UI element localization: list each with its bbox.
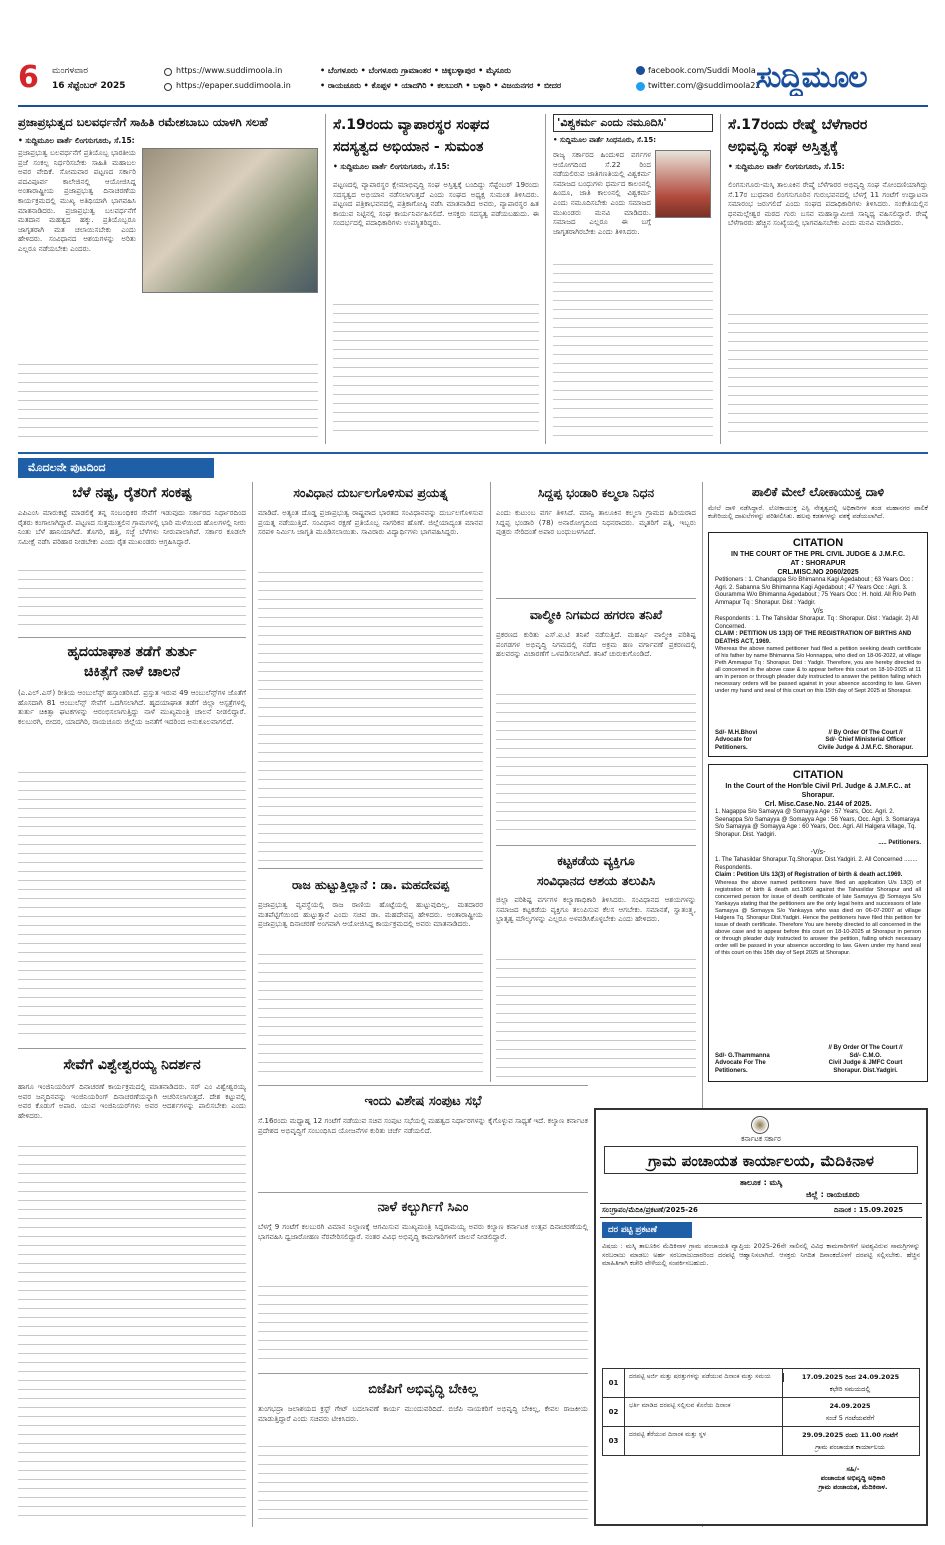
article-body: ಪ್ರಜಾಪ್ರಭುತ್ವ ವ್ಯವಸ್ಥೆಯಲ್ಲಿ ರಾಜ ರಾಣಿಯ ಹೊಟ್ಟೆಯಲ್ಲಿ ಹುಟ್ಟುವುದಿಲ್ಲ, ಮತದಾರರ ಮತಪೆಟ್ಟಿಗೆಯಿಂದ ಹುಟ್ಟುತ್ತಾನೆ ಎಂದು ಸಚಿವ ಡಾ. ಮಹದೇವಪ್ಪ ಹೇಳಿದರು. ಅಂತಾರಾಷ್ಟ್ರೀಯ ಪ್ರಜಾಪ್ರಭುತ್ವ ದಿನಾಚರಣೆ ಅಂಗವಾಗಿ ಆಯೋಜಿಸಿದ್ದ ಕಾರ್ಯಕ್ರಮದಲ್ಲಿ ಅವರು ಮಾತನಾಡಿದರು. bbox=[258, 900, 483, 929]
article-bjp bbox=[258, 1380, 588, 1525]
divider bbox=[18, 1048, 246, 1049]
globe-icon bbox=[164, 83, 172, 91]
twitter-icon bbox=[636, 82, 645, 91]
website-link[interactable]: https://www.suddimoola.in bbox=[176, 66, 283, 75]
headline: ಬೆಳೆ ನಷ್ಟ, ರೈತರಿಗೆ ಸಂಕಷ್ಟ bbox=[72, 485, 192, 501]
table-row bbox=[603, 1398, 919, 1427]
article-constitution bbox=[258, 482, 483, 867]
table-cell-no: 03 bbox=[603, 1427, 625, 1456]
article-body: ಎಪಿಎಂಸಿ ಮಾರುಕಟ್ಟೆ ಮಾಡಲಿಕ್ಕೆ ತನ್ನ ಸಂಬಂಧಿಕರ ಸೇವೆಗೆ ಇಡುವುದು ಸರ್ಕಾರದ ನಿರ್ಧಾರದಿಂದ ರೈತರು ಕಂಗಾಲಾಗಿದ್ದಾರೆ. ಪಟ್ಟಣದ ಸುತ್ತಮುತ್ತಲಿನ ಗ್ರಾಮಗಳಲ್ಲಿ ಭಾರಿ ಮಳೆಯಿಂದ ಹೊಲಗಳಲ್ಲಿ ನೀರು ನಿಂತು ಬೆಳೆ ಹಾನಿಯಾಗಿದೆ. ತೊಗರಿ, ಹತ್ತಿ, ಸಜ್ಜೆ ಬೆಳೆಗಳು ನೀರುಪಾಲಾಗಿವೆ. ಸರ್ಕಾರ ಕೂಡಲೇ ಸಮೀಕ್ಷೆ ನಡೆಸಿ ಪರಿಹಾರ ನೀಡಬೇಕು ಎಂದು ರೈತ ಮುಖಂಡರು ಆಗ್ರಹಿಸಿದ್ದಾರೆ. bbox=[18, 508, 246, 546]
article-king-born bbox=[258, 874, 483, 1079]
text-fill bbox=[258, 954, 483, 1074]
headline: 'ವಿಶ್ವಕರ್ಮ ಎಂದು ನಮೂದಿಸಿ' bbox=[553, 114, 713, 132]
article-body: ಲಿಂಗಸುಗೂರು-ಮಸ್ಕಿ ತಾಲೂಕಿನ ರೇಷ್ಮೆ ಬೆಳೆಗಾರರ ಅಭಿವೃದ್ಧಿ ಸಂಘ ನೋಂದಣಿಯಾಗಿದ್ದು ಸೆ.17ರ ಬುಧವಾರ ಲಿಂಗಸುಗೂರಿನ ಗುರುಭವನದಲ್ಲಿ ಬೆಳಗ್ಗೆ 11 ಗಂಟೆಗೆ ಉದ್ಘಾಟನಾ ಸಮಾರಂಭ ಜರುಗಲಿದೆ ಎಂದು ಸಂಘದ ಪದಾಧಿಕಾರಿಗಳು ತಿಳಿಸಿದರು. ಸಂಕೇತಿಯಲ್ಲಿನ ಧನಮಲ್ಲೇಶ್ವರ ಮಠದ ಗುರು ಬಸವ ಮಹಾಸ್ವಾಮೀಜಿ ಸಾನ್ನಿಧ್ಯ ವಹಿಸಲಿದ್ದಾರೆ. ರೇಷ್ಮೆ ಬೆಳೆಗಾರರು ಹೆಚ್ಚಿನ ಸಂಖ್ಯೆಯಲ್ಲಿ ಭಾಗವಹಿಸಬೇಕು ಎಂದು ಮನವಿ ಮಾಡಿದರು. bbox=[728, 180, 928, 228]
citation-sign-right: // By Order Of The Court // Sd/- C.M.O. Civil Judge & JMFC Court Shorapur. Dist.Yadgiri. bbox=[828, 1045, 903, 1074]
citation-sign-left: Sd/- G.Thammanna Advocate For The Petitioners. bbox=[715, 1052, 770, 1074]
divider bbox=[18, 637, 246, 638]
notice-signature: ಸಹಿ/- ಪಂಚಾಯತ ಅಭಿವೃದ್ಧಿ ಅಧಿಕಾರಿ ಗ್ರಾಮ ಪಂಚಾಯತ, ಮೆದಿಕಿನಾಳ. bbox=[818, 1465, 888, 1491]
divider bbox=[496, 845, 696, 846]
table-cell-item: ಭರ್ತಿ ಮಾಡಿದ ದರಪಟ್ಟಿ ಸಲ್ಲಿಸುವ ಕೊನೆಯ ದಿನಾಂಕ bbox=[629, 1402, 731, 1409]
article-body: (ಎ.ಎಲ್.ಎಸ್) ರೀತಿಯ ಆಂಬುಲೆನ್ಸ್ ಹಸ್ತಾಂತರಿಸಿದೆ. ಪ್ರಸ್ತುತ ಇರುವ 49 ಆಂಬುಲೆನ್ಸ್‌ಗಳ ಜೊತೆಗೆ ಹೊಸದಾಗಿ 81 ಆಂಬುಲೆನ್ಸ್ ಸೇವೆಗೆ ಒದಗಿಸಲಾಗಿದೆ. ಹೃದಯಾಘಾತ ತಡೆಗೆ ಜಿಲ್ಲಾ ಆಸ್ಪತ್ರೆಗಳಲ್ಲಿ ತುರ್ತು ಚಿಕಿತ್ಸಾ ಘಟಕಗಳನ್ನು ಆರಂಭಿಸಲಾಗುತ್ತಿದ್ದು ನಾಳೆ ಮುಖ್ಯಮಂತ್ರಿ ಚಾಲನೆ ನೀಡಲಿದ್ದಾರೆ. ಕಲಬುರಗಿ, ಬೀದರ, ಯಾದಗಿರಿ, ರಾಯಚೂರು ಜಿಲ್ಲೆಯ ಜನತೆಗೆ ಇದರಿಂದ ಅನುಕೂಲವಾಗಲಿದೆ. bbox=[18, 688, 246, 726]
headline: ಬಿಜೆಪಿಗೆ ಅಭಿವೃದ್ಧಿ ಬೇಕಿಲ್ಲ bbox=[368, 1382, 478, 1397]
headline: ಸಿದ್ದಪ್ಪ ಭಂಡಾರಿ ಕಲ್ಮಲಾ ನಿಧನ bbox=[537, 486, 654, 500]
headline: ಇಂದು ವಿಶೇಷ ಸಂಪುಟ ಸಭೆ bbox=[364, 1094, 482, 1109]
citation-case: Crl. Misc.Case.No. 2144 of 2025. bbox=[764, 801, 872, 808]
taluk: ತಾಲೂಕ : ಮಸ್ಕಿ bbox=[739, 1178, 783, 1187]
citation-sign-left: Sd/- M.H.Bhovi Advocate for Petitioners. bbox=[715, 729, 758, 751]
emblem-icon bbox=[751, 1116, 769, 1134]
article-cm-kalaburagi bbox=[258, 1198, 588, 1368]
citation-claim: Claim : Petition U/s 13(3) of Registration of birth & death act.1969. bbox=[715, 872, 903, 878]
article-lokayukta bbox=[708, 482, 928, 528]
text-fill bbox=[496, 694, 696, 834]
notice-date: ದಿನಾಂಕ : 15.09.2025 bbox=[834, 1206, 904, 1214]
headline: ಸೆ.19ರಂದು ವ್ಯಾಪಾರಸ್ಥರ ಸಂಘದ bbox=[333, 117, 490, 133]
date: 16 ಸೆಪ್ಟೆಂಬರ್ 2025 bbox=[52, 81, 126, 91]
notice-body: ವಿಷಯ : ಮಸ್ಕಿ ತಾಲೂಕಿನ ಮೆದಿಕಿನಾಳ ಗ್ರಾಮ ಪಂಚಾಯತಿ ವ್ಯಾಪ್ತಿಯ 2025-26ನೇ ಸಾಲಿನಲ್ಲಿ ವಿವಿಧ ಕಾಮಗಾರಿಗಳಿಗೆ ಅವಶ್ಯವಿರುವ ಸಾಮಗ್ರಿಗಳನ್ನು ಸರಬರಾಜು ಮಾಡಲು ಅರ್ಹ ಸರಬರಾಜುದಾರರಿಂದ ದರಪಟ್ಟಿ ಆಹ್ವಾನಿಸಲಾಗಿದೆ. ಆಸಕ್ತರು ನಿಗದಿತ ದಿನಾಂಕದೊಳಗೆ ದರಪಟ್ಟಿ ಸಲ್ಲಿಸಬೇಕು. ಹೆಚ್ಚಿನ ಮಾಹಿತಿಗಾಗಿ ಕಚೇರಿ ವೇಳೆಯಲ್ಲಿ ಸಂಪರ್ಕಿಸಬಹುದು. bbox=[602, 1242, 920, 1267]
masthead-rule bbox=[18, 105, 928, 107]
cities-row-1: • ಬೆಂಗಳೂರು • ಬೆಂಗಳೂರು ಗ್ರಾಮಾಂತರ • ಚಿಕ್ಕಬಳ್ಳಾಪುರ • ಮೈಸೂರು bbox=[320, 66, 511, 75]
article-body: ಪ್ರಕರಣದ ಕುರಿತು ಎಸ್.ಐ.ಟಿ ತನಿಖೆ ನಡೆಸುತ್ತಿದೆ. ಮಹರ್ಷಿ ವಾಲ್ಮೀಕಿ ಪರಿಶಿಷ್ಟ ಪಂಗಡಗಳ ಅಭಿವೃದ್ಧಿ ನಿಗಮದಲ್ಲಿ ನಡೆದ ಅಕ್ರಮ ಹಣ ವರ್ಗಾವಣೆ ಪ್ರಕರಣದಲ್ಲಿ ಹಲವರನ್ನು ವಿಚಾರಣೆಗೆ ಒಳಪಡಿಸಲಾಗಿದೆ. ತನಿಖೆ ಚುರುಕುಗೊಂಡಿದೆ. bbox=[496, 630, 696, 659]
article-heart-care bbox=[18, 642, 246, 1042]
top-article-4 bbox=[728, 114, 928, 444]
citation-respondents: 1. The Tahasildar Shorapur.Tq.Shorapur. Dist.Yadgiri. 2. All Concerned ........ Respondents. bbox=[715, 857, 918, 871]
citation-case: CRL.MISC.NO 2060/2025 bbox=[777, 569, 859, 576]
notice-banner: ದರ ಪಟ್ಟಿ ಪ್ರಕಟಣೆ bbox=[602, 1222, 692, 1238]
column-rule bbox=[720, 114, 721, 444]
article-crop-loss bbox=[18, 482, 246, 632]
text-fill bbox=[18, 570, 246, 632]
text-fill bbox=[496, 959, 696, 1077]
text-fill bbox=[258, 1446, 588, 1524]
headline: ಸಂವಿಧಾನ ದುರ್ಬಲಗೊಳಿಸುವ ಪ್ರಯತ್ನ bbox=[293, 485, 448, 500]
citation-vs: -V/s- bbox=[810, 849, 826, 856]
divider bbox=[258, 1192, 588, 1193]
table-cell-item: ದರಪಟ್ಟಿ ತೆರೆಯುವ ದಿನಾಂಕ ಮತ್ತು ಸ್ಥಳ bbox=[629, 1431, 707, 1438]
citation-claim: CLAIM : PETITION US 13(3) OF THE REGISTRATION OF BIRTHS AND DEATHS ACT, 1969. bbox=[715, 631, 912, 645]
headline: ರಾಜ ಹುಟ್ಟುತ್ತಿಲ್ಲಾನೆ : ಡಾ. ಮಹದೇವಪ್ಪ bbox=[292, 878, 449, 892]
divider bbox=[258, 868, 483, 869]
article-body: ತುಂಗಭದ್ರಾ ಜಲಾಶಯದ ಕ್ರಸ್ಟ್ ಗೇಟ್ ಬದಲಾವಣೆ ಕಾರ್ಯ ಮುಂದುವರಿದಿದೆ. ಬಿಜೆಪಿ ನಾಯಕರಿಗೆ ಅಭಿವೃದ್ಧಿ ಬೇಕಿಲ್ಲ, ಕೇವಲ ರಾಜಕೀಯ ಮಾಡುತ್ತಿದ್ದಾರೆ ಎಂದು ಸಚಿವರು ಟೀಕಿಸಿದರು. bbox=[258, 1404, 588, 1423]
cities-row-2: • ರಾಯಚೂರು • ಕೊಪ್ಪಳ • ಯಾದಗಿರಿ • ಕಲಬುರಗಿ • ಬಳ್ಳಾರಿ • ವಿಜಯನಗರ • ಬೀದರ bbox=[320, 81, 562, 90]
table-row bbox=[603, 1427, 919, 1456]
district: ಜಿಲ್ಲೆ : ರಾಯಚೂರು bbox=[806, 1190, 860, 1199]
text-fill bbox=[18, 1146, 246, 1521]
page-number: 6 bbox=[18, 62, 39, 94]
facebook-link[interactable]: facebook.com/Suddi Moola bbox=[648, 66, 756, 75]
text-fill bbox=[333, 304, 539, 439]
citation-court: IN THE COURT OF THE PRL CIVIL JUDGE & J.M.F.C. bbox=[731, 551, 905, 558]
column-rule bbox=[325, 114, 326, 444]
article-body: ಹಾಗೂ ಇಂಜಿನಿಯರಿಂಗ್ ದಿನಾಚರಣೆ ಕಾರ್ಯಕ್ರಮದಲ್ಲಿ ಮಾತನಾಡಿದರು. ಸರ್ ಎಂ ವಿಶ್ವೇಶ್ವರಯ್ಯ ಅವರ ಜನ್ಮದಿನವನ್ನು ಇಂಜಿನಿಯರಿಂಗ್ ದಿನಾಚರಣೆಯನ್ನಾಗಿ ಆಚರಿಸಲಾಗುತ್ತದೆ. ದೇಶ ಕಟ್ಟುವಲ್ಲಿ ಅವರ ಕೊಡುಗೆ ಅಪಾರ. ಯುವ ಇಂಜಿನಿಯರ್‌ಗಳು ಅವರ ಆದರ್ಶಗಳನ್ನು ಪಾಲಿಸಬೇಕು ಎಂದು ಹೇಳಿದರು. bbox=[18, 1082, 246, 1120]
citation-vs: V/s bbox=[812, 608, 824, 615]
table-cell-time: ಗ್ರಾಮ ಪಂಚಾಯತ ಕಾರ್ಯಾಲಯ bbox=[815, 1443, 885, 1451]
day: ಮಂಗಳವಾರ bbox=[52, 66, 89, 76]
top-article-1 bbox=[18, 114, 318, 444]
article-body: ಪಟ್ಟಣದಲ್ಲಿ ವ್ಯಾಪಾರಸ್ಥರ ಕ್ಷೇಮಾಭಿವೃದ್ಧಿ ಸಂಘ ಅಸ್ತಿತ್ವಕ್ಕೆ ಬಂದಿದ್ದು ಸೆಪ್ಟೆಂಬರ್ 19ರಂದು ಸದಸ್ಯತ್ವದ ಅಭಿಯಾನ ನಡೆಸಲಾಗುತ್ತದೆ ಎಂದು ಸಂಘದ ಅಧ್ಯಕ್ಷ ಸುಮಂತ ತಿಳಿಸಿದರು. ಪಟ್ಟಣದ ಪತ್ರಿಕಾಭವನದಲ್ಲಿ ಪತ್ರಿಕಾಗೋಷ್ಠಿ ನಡೆಸಿ ಮಾತನಾಡಿದ ಅವರು, ವ್ಯಾಪಾರಸ್ಥರ ಹಿತ ಕಾಯುವ ನಿಟ್ಟಿನಲ್ಲಿ ಸಂಘ ಕಾರ್ಯನಿರ್ವಹಿಸಲಿದೆ. ಆಸಕ್ತರು ಸದಸ್ಯತ್ವ ಪಡೆಯಬಹುದು. ಈ ಸಂದರ್ಭದಲ್ಲಿ ಪದಾಧಿಕಾರಿಗಳು ಉಪಸ್ಥಿತರಿದ್ದರು. bbox=[333, 180, 539, 228]
table-cell-time: ಕಛೇರಿ ಸಮಯದಲ್ಲಿ bbox=[829, 1385, 871, 1393]
divider bbox=[496, 598, 696, 599]
byline: • ಸುದ್ದಿಮೂಲ ವಾರ್ತೆ ಲಿಂಗಸುಗೂರು, ಸೆ.15: bbox=[18, 136, 135, 145]
section-band: ಮೊದಲನೇ ಪುಟದಿಂದ bbox=[18, 458, 214, 478]
table-cell-item: ದರಪಟ್ಟಿ ಅರ್ಜಿ ಮತ್ತು ಷರತ್ತುಗಳನ್ನು ಪಡೆಯುವ ದಿನಾಂಕ ಮತ್ತು ಸಮಯ bbox=[629, 1373, 771, 1380]
citation-notice-2 bbox=[708, 764, 928, 1082]
divider bbox=[600, 1217, 922, 1218]
article-body: ಬೆಳಗ್ಗೆ 9 ಗಂಟೆಗೆ ಕಲಬುರಗಿ ವಿಮಾನ ನಿಲ್ದಾಣಕ್ಕೆ ಆಗಮಿಸುವ ಮುಖ್ಯಮಂತ್ರಿ ಸಿದ್ದರಾಮಯ್ಯ ಅವರು ಕಲ್ಯಾಣ ಕರ್ನಾಟಕ ಉತ್ಸವ ದಿನಾಚರಣೆಯಲ್ಲಿ ಭಾಗವಹಿಸಿ ಧ್ವಜಾರೋಹಣ ನೆರವೇರಿಸಲಿದ್ದಾರೆ. ನಂತರ ವಿವಿಧ ಅಭಿವೃದ್ಧಿ ಕಾಮಗಾರಿಗಳಿಗೆ ಚಾಲನೆ ನೀಡಲಿದ್ದಾರೆ. bbox=[258, 1222, 588, 1241]
table-cell-date: 29.09.2025 ರಂದು 11.00 ಗಂಟೆಗೆ bbox=[802, 1431, 898, 1439]
office-title: ಗ್ರಾಮ ಪಂಚಾಯತ ಕಾರ್ಯಾಲಯ, ಮೆದಿಕಿನಾಳ bbox=[604, 1146, 918, 1174]
table-cell-time: ಸಂಜೆ 5 ಗಂಟೆಯವರೆಗೆ bbox=[825, 1414, 875, 1422]
article-body: ಸೆ.16ರಂದು ಮಧ್ಯಾಹ್ನ 12 ಗಂಟೆಗೆ ನಡೆಯುವ ಸಚಿವ ಸಂಪುಟ ಸಭೆಯಲ್ಲಿ ಮಹತ್ವದ ನಿರ್ಧಾರಗಳನ್ನು ಕೈಗೊಳ್ಳುವ ಸಾಧ್ಯತೆ ಇದೆ. ಕಲ್ಯಾಣ ಕರ್ನಾಟಕ ಪ್ರದೇಶದ ಅಭಿವೃದ್ಧಿಗೆ ಸಂಬಂಧಿಸಿದ ಯೋಜನೆಗಳ ಕುರಿತು ಚರ್ಚೆ ನಡೆಯಲಿದೆ. bbox=[258, 1116, 588, 1135]
notice-table bbox=[602, 1368, 920, 1456]
citation-body: Whereas the above named petitioners have filed an application U/s 13(3) of registration of birth & death act.1969 against the Tahasildar Shorapur and all concerned person for issue of death certificate of late Samayya @ Somayya S/o Yankayya stating that the petitioners are the only legal heirs and successors of late Samayya @ Somayya S/o Yankayya who was died on 06-07-2007 at village Halgera Tq. Shorapur Dist.Yadgiri. Hence the petitioners have filed this petition for issue of death certificate. Therefore You are hereby directed to all concerned in the above case and to appear before this court on 18-10-2025 at Shorapur in person or through pleader duly instructed to answer the petition, failing which necessary order will be passed in your absence according to law. Given under my hand seal of this court on this 15th day of Sept 2025 at Shorapur. bbox=[715, 879, 921, 956]
epaper-link[interactable]: https://epaper.suddimoola.in bbox=[176, 81, 291, 90]
headline: ವಾಲ್ಮೀಕಿ ನಿಗಮದ ಹಗರಣ ತನಿಖೆ bbox=[529, 607, 663, 622]
headline: ನಾಳೆ ಕಲ್ಬುರ್ಗಿಗೆ ಸಿಎಂ bbox=[377, 1200, 469, 1215]
brand-logo: ಸುದ್ದಿಮೂಲ bbox=[756, 60, 867, 95]
citation-title: CITATION bbox=[792, 769, 844, 781]
headline: ಸೇವೆಗೆ ವಿಶ್ವೇಶ್ವರಯ್ಯ ನಿದರ್ಶನ bbox=[63, 1057, 201, 1073]
citation-sign-right: // By Order Of The Court // Sd/- Chief Ministerial Officer Civile Judge & J.M.F.C. Shorapur. bbox=[817, 729, 914, 751]
table-col-rule bbox=[782, 1369, 783, 1455]
headline: ಕಟ್ಟಕಡೆಯ ವ್ಯಕ್ತಿಗೂ bbox=[557, 853, 635, 868]
headline: ಪ್ರಜಾಪ್ರಭುತ್ವದ ಬಲವರ್ಧನೆಗೆ ಸಾಹಿತಿ ರಮೇಶಬಾಬು ಯಾಳಗಿ ಸಲಹೆ bbox=[18, 115, 268, 129]
text-fill bbox=[18, 772, 246, 1040]
article-visvesvaraya bbox=[18, 1054, 246, 1524]
text-fill bbox=[728, 314, 928, 439]
citation-place: AT : SHORAPUR bbox=[790, 560, 846, 567]
article-body: ಪ್ರಜಾಪ್ರಭುತ್ವ ಬಲವರ್ಧನೆಗೆ ಪ್ರತಿಯೊಬ್ಬ ಭಾರತೀಯ ಪ್ರಜೆ ಸಂಕಲ್ಪ ನಿರ್ಧರಿಸಬೇಕು ಸಾಹಿತಿ ಮಹಾಬಲ ಅವರ ವೇದಿಕೆ. ಸೋಮವಾರ ಪಟ್ಟಣದ ಸರ್ಕಾರಿ ಪದವಿಪೂರ್ವ ಕಾಲೇಜಿನಲ್ಲಿ ಆಯೋಜಿಸಿದ್ದ ಅಂತಾರಾಷ್ಟ್ರೀಯ ಪ್ರಜಾಪ್ರಭುತ್ವ ದಿನಾಚರಣೆಯ ಕಾರ್ಯಕ್ರಮದಲ್ಲಿ ಮುಖ್ಯ ಅತಿಥಿಯಾಗಿ ಭಾಗವಹಿಸಿ ಮಾತನಾಡಿದರು. ಪ್ರಜಾಪ್ರಭುತ್ವ ಬಲವರ್ಧನೆಗೆ ಮತದಾನ ಮಹತ್ವದ ಹಕ್ಕು. ಪ್ರತಿಯೊಬ್ಬರೂ ಜಾಗೃತರಾಗಿ ಮತ ಚಲಾಯಿಸಬೇಕು ಎಂದು ಹೇಳಿದರು. ಸಂವಿಧಾನದ ಆಶಯಗಳನ್ನು ಅರಿತು ಎಲ್ಲರೂ ನಡೆಯಬೇಕು ಎಂದರು. bbox=[18, 148, 136, 253]
table-cell-no: 02 bbox=[603, 1398, 625, 1427]
citation-notice-1 bbox=[708, 532, 928, 757]
article-body: ಮಾಡಿದೆ. ಅತ್ಯಂತ ದೊಡ್ಡ ಪ್ರಜಾಪ್ರಭುತ್ವ ರಾಷ್ಟ್ರವಾದ ಭಾರತದ ಸಂವಿಧಾನವನ್ನು ದುರ್ಬಲಗೊಳಿಸುವ ಪ್ರಯತ್ನ ನಡೆಯುತ್ತಿದೆ. ಸಂವಿಧಾನ ರಕ್ಷಣೆ ಪ್ರತಿಯೊಬ್ಬ ನಾಗರಿಕನ ಹೊಣೆ. ಜಿಲ್ಲೆಯಾದ್ಯಂತ ಮಾನವ ಸರಪಳಿ ನಿರ್ಮಿಸಿ ಜಾಗೃತಿ ಮೂಡಿಸಲಾಯಿತು. ಸಾವಿರಾರು ವಿದ್ಯಾರ್ಥಿಗಳು ಭಾಗವಹಿಸಿದ್ದರು. bbox=[258, 508, 483, 537]
citation-court: In the Court of the Hon'ble Civil Prl. Judge & J.M.F.C.. at Shorapur. bbox=[725, 783, 911, 799]
text-fill bbox=[258, 572, 483, 862]
citation-petitioners: 1. Nagappa S/o Samayya @ Somayya Age : 57 Years, Occ. Agri. 2. Seenappa S/o Samayya @ Somayya Age : 56 Years, Occ. Agri. 3. Somaraya S/o Samayya @ Somayya Age : 60 Years, Occ. Agri. All Halgera village, Tq. Shorapur. Dist. Yadgiri. bbox=[715, 809, 920, 838]
byline: • ಸುದ್ದಿಮೂಲ ವಾರ್ತೆ ಲಿಂಗಸುಗೂರು, ಸೆ.15: bbox=[333, 162, 450, 171]
divider bbox=[258, 1085, 588, 1086]
article-last-person bbox=[496, 851, 696, 1079]
table-row bbox=[603, 1369, 919, 1398]
gov-label: ಕರ್ನಾಟಕ ಸರ್ಕಾರ bbox=[741, 1135, 781, 1143]
citation-petitioners: Petitioners : 1. Chandappa S/o Bhimanna Kagi Agedabout ; 63 Years Occ : Agri. 2. Sabanna S/o Bhimanna Kagi Agedabout ; 47 Years Occ : Agri. 3. Gouramma W/o Bhimanna Agedabout ; 75 Years Occ : H. hold. All R/o Peth Ammapur Tq : Shorapur. Dist : Yadgir. bbox=[715, 577, 916, 606]
twitter-link[interactable]: twitter.com/@suddimoola22 bbox=[648, 81, 761, 90]
divider bbox=[258, 1373, 588, 1374]
text-fill bbox=[18, 364, 318, 439]
divider bbox=[600, 1203, 922, 1204]
citation-respondents: Respondents : 1. The Tahsildar Shorapur. Tq : Shorapur. Dist : Yadagir. 2) All Concerned. bbox=[715, 616, 919, 630]
headline: ಸೆ.17ರಂದು ರೇಷ್ಮೆ ಬೆಳೆಗಾರರ bbox=[728, 117, 868, 133]
article-body: ರಾಜ್ಯ ಸರ್ಕಾರದ ಹಿಂದುಳಿದ ವರ್ಗಗಳ ಆಯೋಗದಿಂದ ಸೆ.22 ರಿಂದ ನಡೆಯಲಿರುವ ಜಾತಿಗಣತಿಯಲ್ಲಿ ವಿಶ್ವಕರ್ಮ ಸಮಾಜದ ಬಂಧುಗಳು ಧರ್ಮದ ಕಾಲಂನಲ್ಲಿ ಹಿಂದೂ, ಜಾತಿ ಕಾಲಂನಲ್ಲಿ ವಿಶ್ವಕರ್ಮ ಎಂದು ನಮೂದಿಸಬೇಕು ಎಂದು ಸಮಾಜದ ಮುಖಂಡರು ಮನವಿ ಮಾಡಿದರು. ಸಮಾಜದ ಎಲ್ಲರೂ ಈ ಬಗ್ಗೆ ಜಾಗೃತರಾಗಿರಬೇಕು ಎಂದು ತಿಳಿಸಿದರು. bbox=[553, 150, 651, 236]
citation-title: CITATION bbox=[792, 537, 844, 549]
column-rule bbox=[252, 482, 253, 1527]
facebook-icon bbox=[636, 66, 645, 75]
article-obituary bbox=[496, 482, 696, 592]
table-cell-date: 17.09.2025 ರಿಂದ 24.09.2025 bbox=[783, 1373, 917, 1382]
masthead bbox=[18, 60, 928, 100]
column-rule bbox=[490, 482, 491, 1082]
notice-ref: ಸಂ:ಗ್ರಾಪಂ/ಮೆದಿಕಿ/ಪ್ರಕಟಣೆ/2025-26 bbox=[602, 1206, 698, 1214]
top-article-2 bbox=[333, 114, 539, 444]
article-body: ಎಂದು ಕುಟುಂಬ ವರ್ಗ ತಿಳಿಸಿದೆ. ಮಾನ್ವಿ ತಾಲೂಕಿನ ಕಲ್ಮಲಾ ಗ್ರಾಮದ ಹಿರಿಯರಾದ ಸಿದ್ದಪ್ಪ ಭಂಡಾರಿ (78) ಅನಾರೋಗ್ಯದಿಂದ ನಿಧನರಾದರು. ಮೃತರಿಗೆ ಪತ್ನಿ, ಇಬ್ಬರು ಪುತ್ರರು ಸೇರಿದಂತೆ ಅಪಾರ ಬಂಧುಬಳಗವಿದೆ. bbox=[496, 508, 696, 537]
article-body: ಮೇಲೆ ದಾಳಿ ನಡೆಸಿದ್ದಾರೆ. ಲೋಕಾಯುಕ್ತ ಎಸ್ಪಿ ನೇತೃತ್ವದಲ್ಲಿ ಅಧಿಕಾರಿಗಳ ತಂಡ ಮಹಾನಗರ ಪಾಲಿಕೆ ಕಚೇರಿಯಲ್ಲಿ ದಾಖಲೆಗಳನ್ನು ಪರಿಶೀಲಿಸಿತು. ಹಲವು ಕಡತಗಳನ್ನು ವಶಕ್ಕೆ ಪಡೆಯಲಾಗಿದೆ. bbox=[708, 504, 928, 520]
headline-line-2: ಸಂವಿಧಾನದ ಆಶಯ ತಲುಪಿಸಿ bbox=[536, 873, 656, 888]
table-cell-no: 01 bbox=[603, 1369, 625, 1398]
citation-pet-label: ..... Petitioners. bbox=[878, 840, 921, 846]
citation-body: Whereas the above named petitioner had filed a petition seeking death certificate of his father by name Bhimanna S/o Honnappa, who died on 18-06-2022, at village Peth Ammapur Tq : Shorapur. Dist : Yadgir. Therefore, you are hereby directed to all concerned in the above case & to appear before this court on 18-10-2025 at 11 am in person or through pleader duly instructed to answer the petition failing which necessary orders will be passed against in your absence according to law. Given under my hand and seal of this court on this 15th day of Sept 2025 at Shorapur. bbox=[715, 646, 921, 694]
headline-line-2: ಸದಸ್ಯತ್ವದ ಅಭಿಯಾನ - ಸುಮಂತ bbox=[333, 139, 484, 155]
byline: • ಸುದ್ದಿಮೂಲ ವಾರ್ತೆ ಲಿಂಗಸುಗೂರು, ಸೆ.15: bbox=[728, 162, 845, 171]
byline: • ಸುದ್ದಿಮೂಲ ವಾರ್ತೆ ಸಿಂಧನೂರು, ಸೆ.15: bbox=[553, 136, 657, 144]
top-article-3 bbox=[553, 114, 713, 444]
article-valmiki bbox=[496, 604, 696, 839]
column-rule bbox=[545, 114, 546, 444]
portrait-photo bbox=[655, 150, 711, 218]
headline-line-2: ಚಿಕಿತ್ಸೆಗೆ ನಾಳೆ ಚಾಲನೆ bbox=[84, 664, 180, 680]
text-fill bbox=[553, 264, 713, 439]
globe-icon bbox=[164, 68, 172, 76]
article-body: ಜಿಲ್ಲಾ ಪರಿಶಿಷ್ಟ ವರ್ಗಗಳ ಕಲ್ಯಾಣಾಧಿಕಾರಿ ತಿಳಿಸಿದರು. ಸಂವಿಧಾನದ ಆಶಯಗಳನ್ನು ಸಮಾಜದ ಕಟ್ಟಕಡೆಯ ವ್ಯಕ್ತಿಗೂ ತಲುಪಿಸುವ ಕೆಲಸ ಆಗಬೇಕು. ಸಮಾನತೆ, ಸ್ವಾತಂತ್ರ್ಯ, ಭ್ರಾತೃತ್ವ ಮೌಲ್ಯಗಳನ್ನು ಎಲ್ಲರೂ ಅಳವಡಿಸಿಕೊಳ್ಳಬೇಕು ಎಂದು ಹೇಳಿದರು. bbox=[496, 895, 696, 924]
section-rule bbox=[18, 452, 928, 454]
table-cell-date: 24.09.2025 bbox=[829, 1402, 871, 1410]
news-photo bbox=[142, 148, 318, 293]
text-fill bbox=[258, 1286, 588, 1366]
headline: ಹೃದಯಾಘಾತ ತಡೆಗೆ ತುರ್ತು bbox=[67, 644, 197, 660]
article-cabinet bbox=[258, 1092, 588, 1187]
headline-line-2: ಅಭಿವೃದ್ಧಿ ಸಂಘ ಅಸ್ತಿತ್ವಕ್ಕೆ bbox=[728, 139, 839, 155]
headline: ಪಾಲಿಕೆ ಮೇಲೆ ಲೋಕಾಯುಕ್ತ ದಾಳಿ bbox=[751, 485, 885, 499]
gram-panchayat-notice bbox=[594, 1108, 928, 1526]
